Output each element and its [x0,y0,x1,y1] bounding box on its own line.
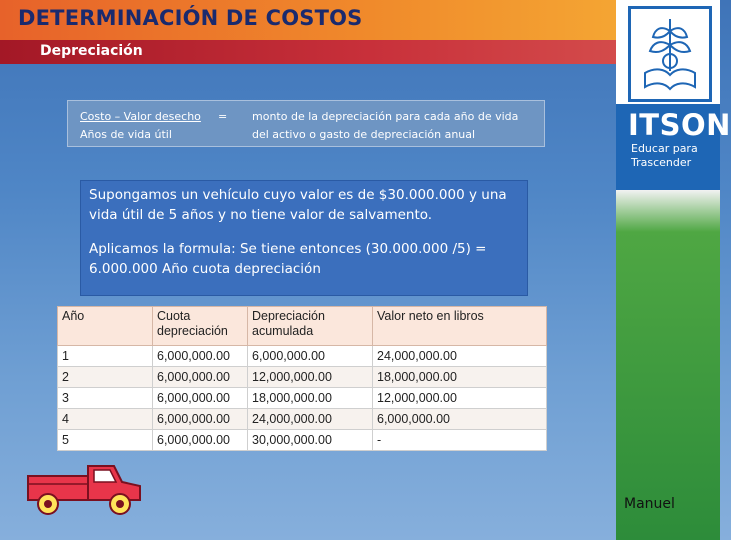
table-header-row [58,307,547,346]
table-cell: 2 [58,367,153,388]
table-cell: - [373,430,547,451]
table-cell: 6,000,000.00 [373,409,547,430]
table-cell: 12,000,000.00 [373,388,547,409]
table-cell: 24,000,000.00 [248,409,373,430]
column-header: Cuota depreciación [153,307,248,346]
table-cell: 6,000,000.00 [248,346,373,367]
table-row [58,430,547,451]
example-box [80,180,528,296]
table-cell: 30,000,000.00 [248,430,373,451]
table-row [58,409,547,430]
author-name: Manuel [624,496,675,512]
column-header: Valor neto en libros [373,307,547,346]
table-cell: 3 [58,388,153,409]
decorative-strip [616,190,720,540]
example-paragraph-1: Supongamos un vehículo cuyo valor es de $30.000.000 y una vida útil de 5 años y no tiene valor de salvamento. [89,187,507,223]
table-cell: 6,000,000.00 [153,430,248,451]
table-cell: 5 [58,430,153,451]
table-cell: 1 [58,346,153,367]
table-row [58,346,547,367]
page-title: DETERMINACIÓN DE COSTOS [18,6,363,30]
depreciation-table [57,306,547,451]
table-cell: 24,000,000.00 [373,346,547,367]
formula-denominator: Años de vida útil [80,128,172,141]
table-cell: 18,000,000.00 [373,367,547,388]
truck-icon [22,456,146,520]
formula-box [67,100,545,147]
brand-tagline: Educar para Trascender [631,142,698,169]
table-row [58,367,547,388]
table-row [58,388,547,409]
formula-numerator: Costo – Valor desecho [80,110,201,123]
formula-result-line2: del activo o gasto de depreciación anual [252,128,476,141]
table-cell: 6,000,000.00 [153,367,248,388]
table-cell: 12,000,000.00 [248,367,373,388]
table-cell: 18,000,000.00 [248,388,373,409]
table-cell: 6,000,000.00 [153,388,248,409]
brand-name: ITSON [628,108,731,142]
table-cell: 4 [58,409,153,430]
page-subtitle: Depreciación [40,43,143,59]
itson-logo-icon [628,6,712,102]
table-cell: 6,000,000.00 [153,346,248,367]
table-cell: 6,000,000.00 [153,409,248,430]
example-paragraph-2: Aplicamos la formula: Se tiene entonces (30.000.000 /5) = 6.000.000 Año cuota depreciación [89,241,487,277]
formula-result-line1: monto de la depreciación para cada año de vida [252,110,519,123]
formula-equals: = [218,110,228,123]
column-header: Año [58,307,153,346]
column-header: Depreciación acumulada [248,307,373,346]
